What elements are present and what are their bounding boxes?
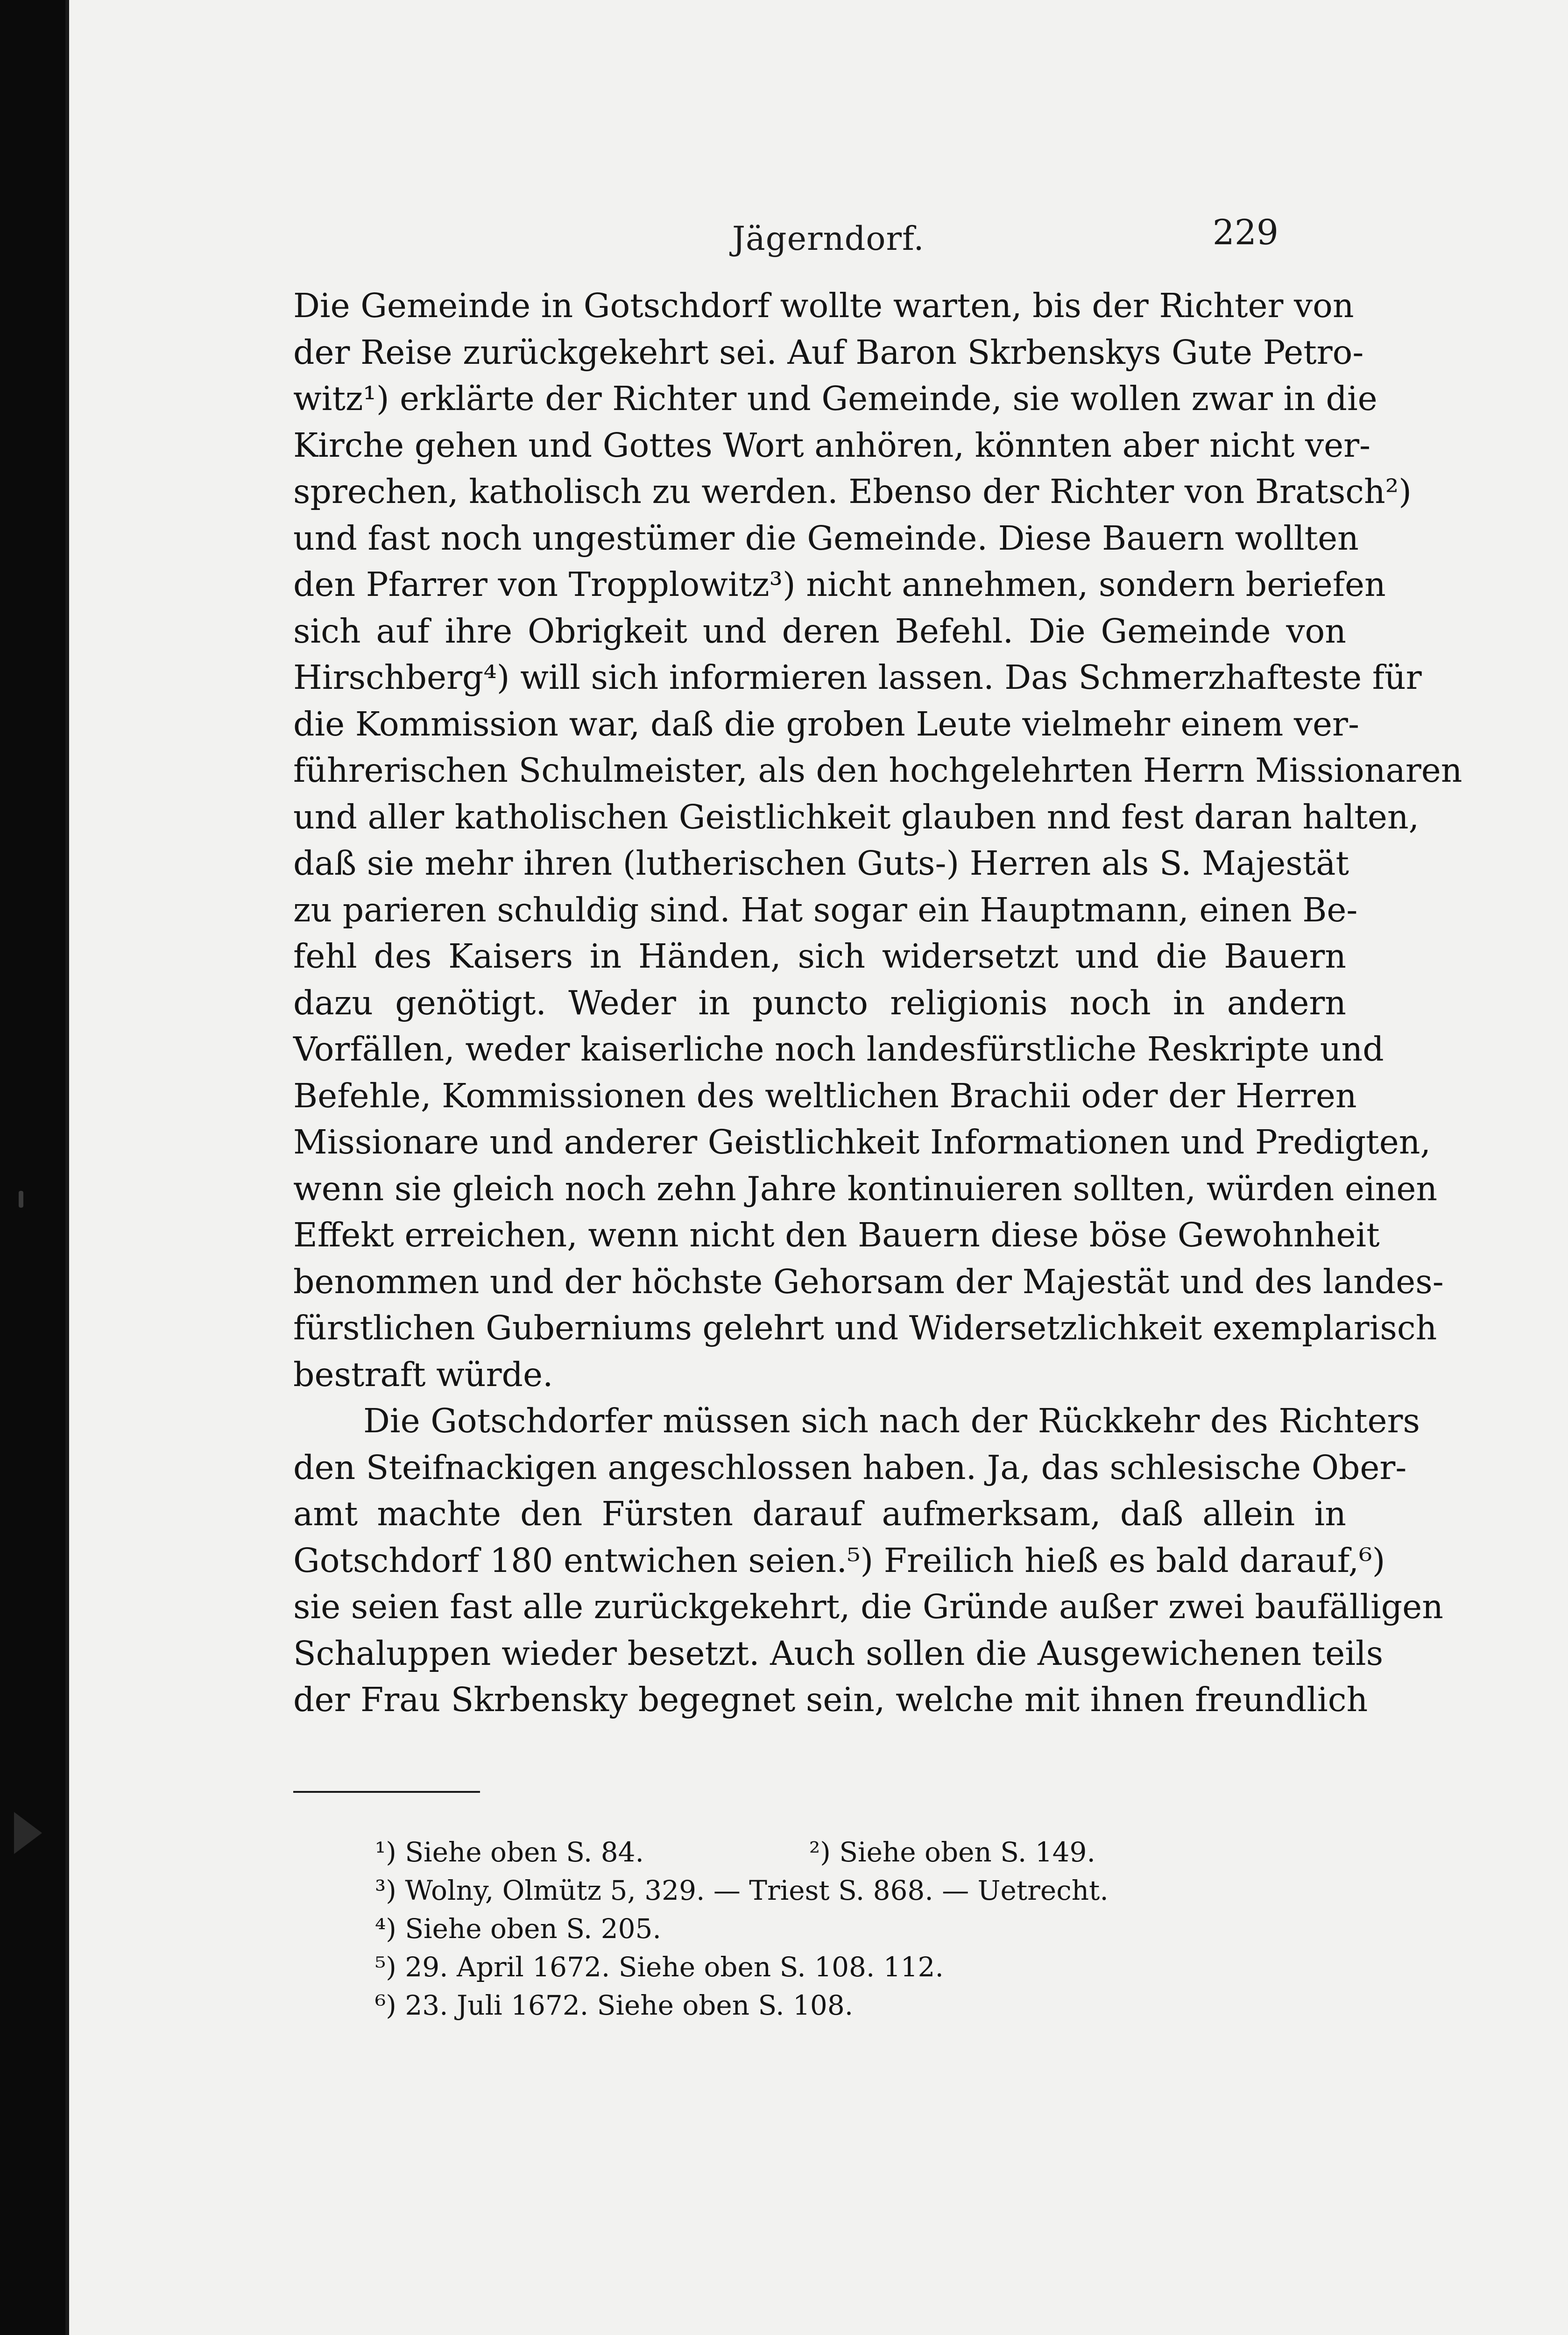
text-line: Effekt erreichen, wenn nicht den Bauern diese böse Gewohnheit xyxy=(293,1216,1380,1254)
text-line: Vorfällen, weder kaiserliche noch landesfürstliche Reskripte und xyxy=(293,1030,1384,1068)
text-line: amt machte den Fürsten darauf aufmerksam, daß allein in xyxy=(293,1494,1346,1533)
text-line: fürstlichen Guberniums gelehrt und Widersetzlichkeit exemplarisch xyxy=(293,1309,1437,1347)
running-head: Jägerndorf. xyxy=(732,219,925,258)
text-line: fehl des Kaisers in Händen, sich widersetzt und die Bauern xyxy=(293,937,1346,976)
text-line: die Kommission war, daß die groben Leute vielmehr einem ver- xyxy=(293,704,1359,743)
text-line: daß sie mehr ihren (lutherischen Guts-) Herren als S. Majestät xyxy=(293,844,1349,883)
text-line: der Reise zurückgekehrt sei. Auf Baron Skrbenskys Gute Petro- xyxy=(293,333,1364,372)
book-page xyxy=(65,0,1568,2335)
text-line: sprechen, katholisch zu werden. Ebenso der Richter von Bratsch²) xyxy=(293,472,1412,511)
text-line: wenn sie gleich noch zehn Jahre kontinuieren sollten, würden einen xyxy=(293,1169,1438,1208)
page-number: 229 xyxy=(1212,212,1278,253)
text-line: witz¹) erklärte der Richter und Gemeinde, sie wollen zwar in die xyxy=(293,379,1377,418)
footnote-2: ²) Siehe oben S. 149. xyxy=(809,1836,1095,1868)
footnote-3: ³) Wolny, Olmütz 5, 329. — Triest S. 868. — Uetrecht. xyxy=(375,1875,1109,1906)
text-line: und fast noch ungestümer die Gemeinde. Diese Bauern wollten xyxy=(293,518,1359,558)
text-line: sich auf ihre Obrigkeit und deren Befehl. Die Gemeinde von xyxy=(293,611,1346,651)
text-line: sie seien fast alle zurückgekehrt, die Gründe außer zwei baufälligen xyxy=(293,1587,1443,1626)
text-line: den Pfarrer von Tropplowitz³) nicht annehmen, sondern beriefen xyxy=(293,565,1386,604)
text-line: Befehle, Kommissionen des weltlichen Brachii oder der Herren xyxy=(293,1076,1357,1115)
text-line: benommen und der höchste Gehorsam der Majestät und des landes- xyxy=(293,1262,1444,1301)
gutter-arrow-mark xyxy=(14,1812,42,1854)
gutter-mark xyxy=(19,1191,23,1208)
footnote-divider xyxy=(293,1791,480,1793)
text-line: dazu genötigt. Weder in puncto religionis noch in andern xyxy=(293,983,1346,1022)
text-line: bestraft würde. xyxy=(293,1355,553,1394)
footnote-5: ⁵) 29. April 1672. Siehe oben S. 108. 112. xyxy=(375,1951,944,1983)
footnote-1: ¹) Siehe oben S. 84. xyxy=(375,1836,644,1868)
text-line: Gotschdorf 180 entwichen seien.⁵) Freilich hieß es bald darauf,⁶) xyxy=(293,1541,1385,1580)
text-line: Hirschberg⁴) will sich informieren lassen. Das Schmerzhafteste für xyxy=(293,658,1422,697)
text-line: Missionare und anderer Geistlichkeit Informationen und Predigten, xyxy=(293,1123,1431,1161)
footnote-6: ⁶) 23. Juli 1672. Siehe oben S. 108. xyxy=(375,1989,854,2021)
body-text xyxy=(293,283,1462,1723)
text-line: Die Gotschdorfer müssen sich nach der Rückkehr des Richters xyxy=(363,1401,1420,1440)
text-line: führerischen Schulmeister, als den hochgelehrten Herrn Missionaren xyxy=(293,751,1462,790)
text-line: Schaluppen wieder besetzt. Auch sollen die Ausgewichenen teils xyxy=(293,1634,1384,1673)
footnote-4: ⁴) Siehe oben S. 205. xyxy=(375,1913,661,1945)
text-line: Kirche gehen und Gottes Wort anhören, könnten aber nicht ver- xyxy=(293,425,1371,465)
text-line: zu parieren schuldig sind. Hat sogar ein Hauptmann, einen Be- xyxy=(293,890,1358,929)
footnotes xyxy=(375,1833,1309,2024)
footnote-row xyxy=(375,1833,1309,1871)
scan-left-edge xyxy=(0,0,65,2335)
text-line: und aller katholischen Geistlichkeit glauben nnd fest daran halten, xyxy=(293,797,1420,836)
text-line: Die Gemeinde in Gotschdorf wollte warten, bis der Richter von xyxy=(293,286,1354,325)
text-line: der Frau Skrbensky begegnet sein, welche mit ihnen freundlich xyxy=(293,1680,1368,1719)
text-line: den Steifnackigen angeschlossen haben. Ja, das schlesische Ober- xyxy=(293,1448,1407,1487)
